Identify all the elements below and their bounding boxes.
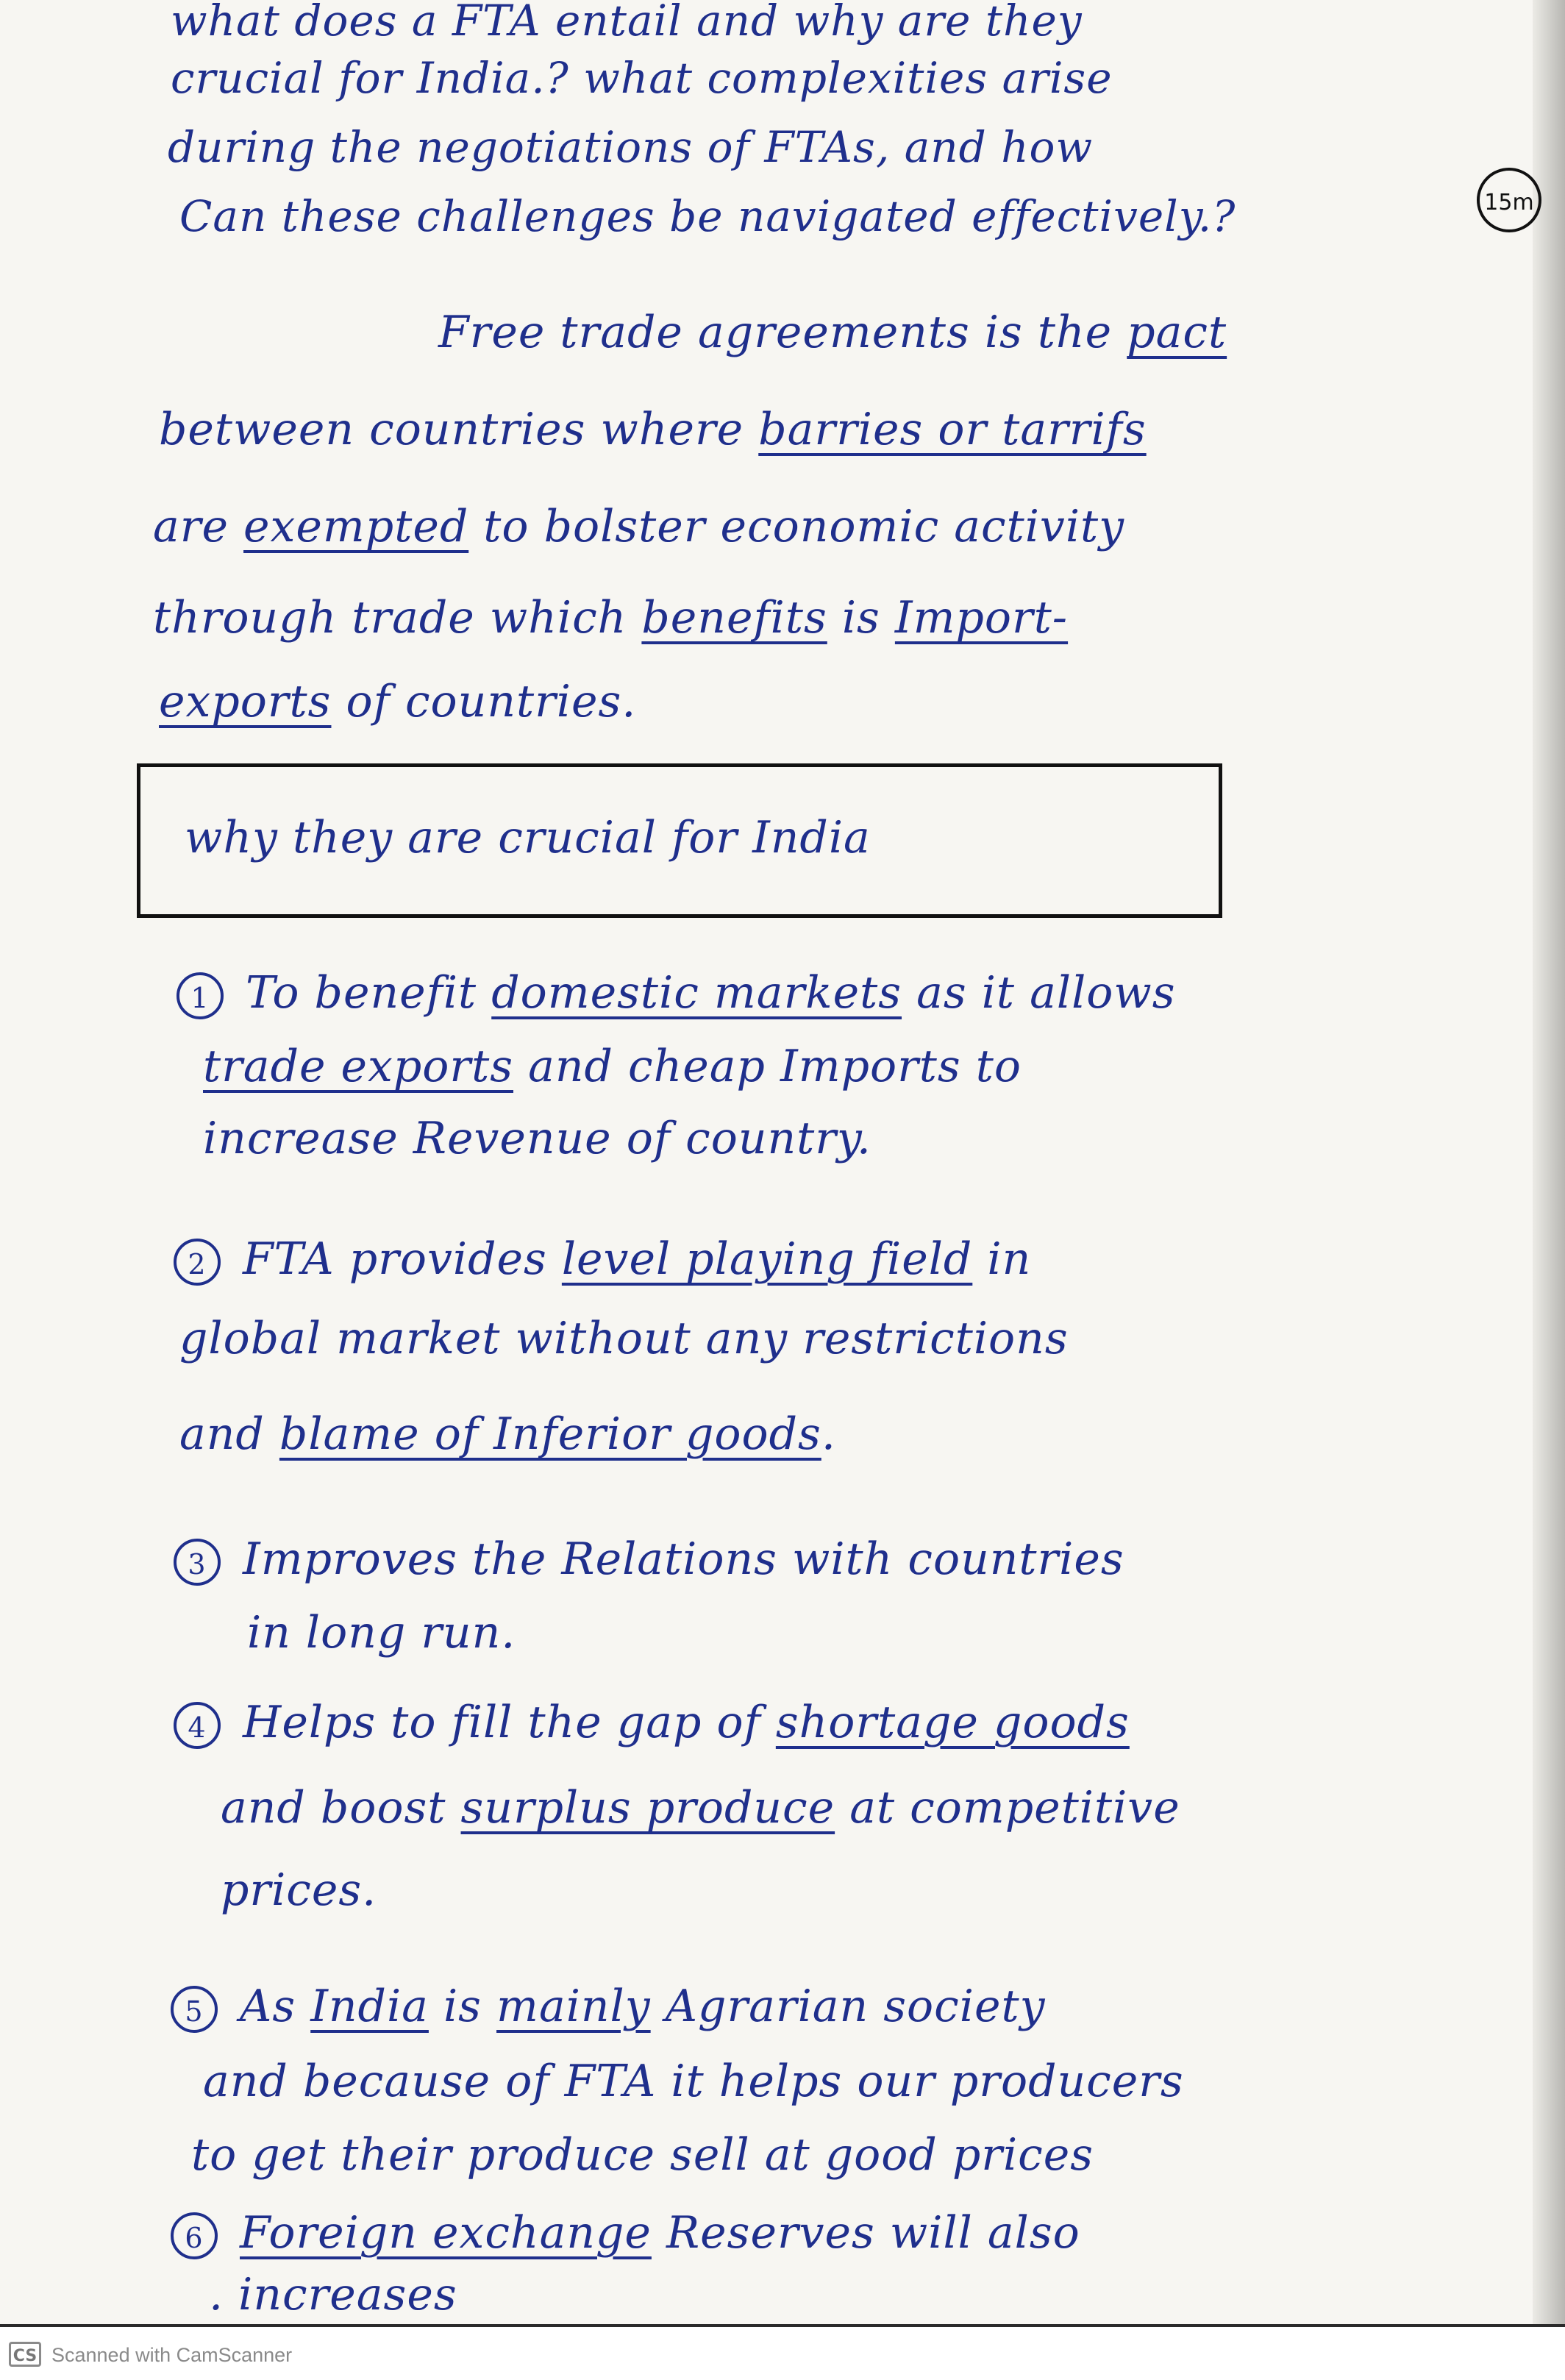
point-underline: trade exports: [203, 1041, 514, 1092]
point-text: and: [179, 1408, 279, 1460]
intro-underline: Import-: [894, 592, 1069, 644]
point-1-line-3: increase Revenue of country.: [203, 1113, 871, 1164]
scanner-watermark-text: Scanned with CamScanner: [51, 2344, 293, 2366]
point-6-line-1: [171, 2203, 1080, 2262]
intro-text: of countries.: [331, 676, 637, 727]
point-4-line-2: [221, 1778, 1180, 1837]
point-4-line-3: prices.: [221, 1864, 377, 1916]
point-text: Reserves will also: [651, 2207, 1080, 2259]
point-underline: shortage goods: [775, 1697, 1130, 1748]
intro-text: through trade which: [153, 592, 642, 644]
intro-underline: exports: [159, 676, 332, 727]
point-2-line-2: global market without any restrictions: [179, 1313, 1069, 1364]
point-number: 2: [174, 1239, 221, 1286]
intro-text: between countries where: [159, 404, 759, 455]
point-underline: blame of Inferior goods: [279, 1408, 821, 1460]
question-line-1: what does a FTA entail and why are they: [171, 0, 1083, 46]
point-1-line-1: [177, 963, 1176, 1022]
intro-text: to bolster economic activity: [468, 501, 1125, 552]
point-text: at competitive: [835, 1782, 1180, 1834]
point-5-line-3: to get their produce sell at good prices: [191, 2129, 1094, 2181]
marks-badge: 15m: [1477, 168, 1541, 232]
intro-line-4: [153, 588, 1068, 647]
point-text: as it allows: [902, 967, 1176, 1019]
point-5-line-1: [171, 1977, 1045, 2036]
point-2-line-3: [179, 1405, 836, 1464]
point-underline: level playing field: [561, 1233, 973, 1285]
point-1-line-2: [203, 1037, 1022, 1096]
intro-line-2: [159, 400, 1147, 459]
point-underline: domestic markets: [491, 967, 902, 1019]
point-4-line-1: [174, 1693, 1130, 1752]
question-line-4: Can these challenges be navigated effectively.?: [179, 191, 1236, 241]
point-text: and cheap Imports to: [513, 1041, 1022, 1092]
point-3-line-1: [174, 1530, 1124, 1589]
point-text: is: [428, 1981, 497, 2032]
page-edge-shadow: [1533, 0, 1565, 2324]
intro-line-5: [159, 672, 636, 731]
intro-line-3: [153, 497, 1124, 556]
intro-text: is: [827, 592, 895, 644]
point-number: 5: [171, 1986, 218, 2033]
point-text: As: [240, 1981, 311, 2032]
point-6-line-2: . increases: [209, 2269, 457, 2320]
point-underline: India: [310, 1981, 429, 2032]
section-heading: why they are crucial for India: [185, 812, 871, 863]
point-text: Helps to fill the gap of: [243, 1697, 776, 1748]
point-text: Improves the Relations with countries: [243, 1533, 1124, 1585]
point-underline: mainly: [496, 1981, 651, 2032]
intro-line-1: [438, 303, 1227, 362]
intro-underline: exempted: [243, 501, 469, 552]
point-underline: surplus produce: [460, 1782, 835, 1834]
point-underline: Foreign exchange: [240, 2207, 652, 2259]
question-line-3: during the negotiations of FTAs, and how: [168, 122, 1094, 172]
intro-underline: barries or tarrifs: [758, 404, 1147, 455]
intro-text: are: [153, 501, 244, 552]
point-number: 1: [177, 972, 224, 1019]
point-text: To benefit: [246, 967, 492, 1019]
point-text: .: [821, 1408, 836, 1460]
point-5-line-2: and because of FTA it helps our producers: [203, 2056, 1184, 2107]
intro-underline: benefits: [641, 592, 827, 644]
camscanner-logo-icon: CS: [9, 2342, 41, 2367]
point-3-line-2: in long run.: [247, 1607, 516, 1658]
point-text: Agrarian society: [650, 1981, 1046, 2032]
point-text: FTA provides: [243, 1233, 562, 1285]
point-number: 3: [174, 1539, 221, 1586]
point-number: 4: [174, 1702, 221, 1749]
intro-underline: pact: [1127, 307, 1227, 358]
point-2-line-1: [174, 1230, 1031, 1289]
section-heading-box: [137, 763, 1222, 918]
point-text: and boost: [221, 1782, 461, 1834]
point-number: 6: [171, 2212, 218, 2259]
question-line-2: crucial for India.? what complexities arise: [171, 53, 1113, 103]
intro-text: Free trade agreements is the: [438, 307, 1127, 358]
point-text: in: [972, 1233, 1032, 1285]
